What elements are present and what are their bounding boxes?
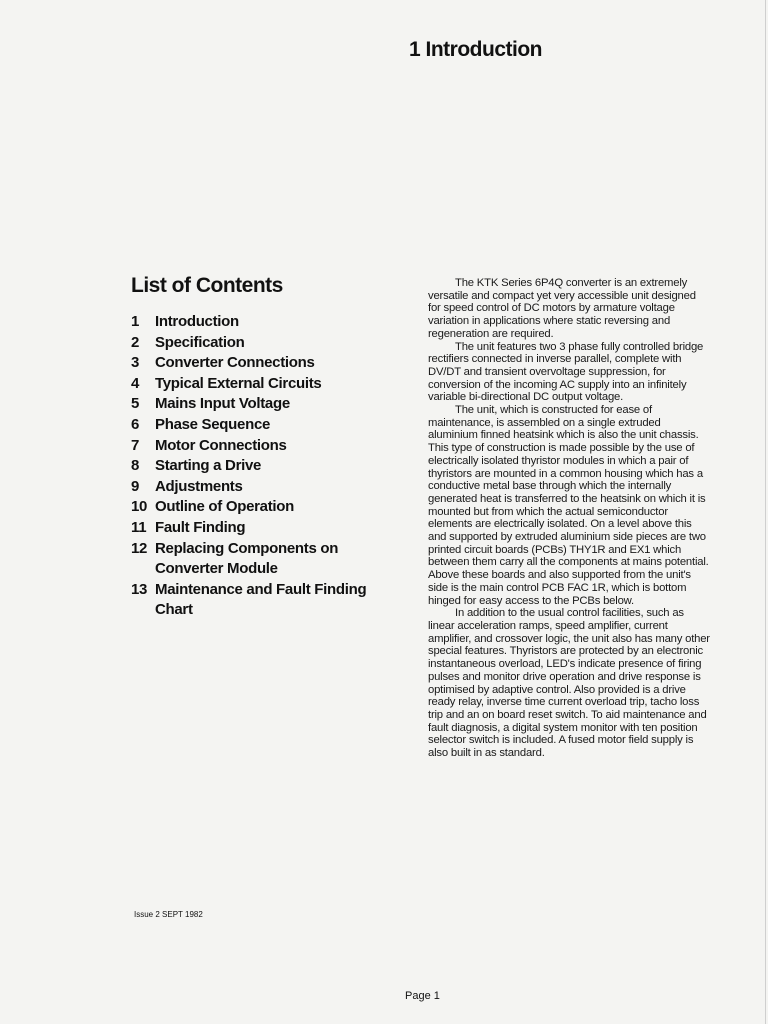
contents-item-replacing-components (131, 539, 401, 580)
contents-item-maintenance-chart (131, 580, 401, 621)
contents-item-converter-connections (131, 353, 401, 374)
contents-list (131, 312, 401, 621)
contents-item-title: Maintenance and Fault Finding Chart (155, 580, 367, 619)
contents-item-title: Adjustments (155, 477, 243, 495)
contents-item-number: 1 (131, 313, 140, 330)
contents-item-title: Fault Finding (155, 518, 246, 536)
contents-item-specification (131, 333, 401, 354)
contents-item-title: Starting a Drive (155, 457, 262, 475)
contents-item-title: Motor Connections (155, 436, 287, 454)
contents-item-motor-connections (131, 436, 401, 457)
contents-item-title: Typical External Circuits (155, 374, 322, 392)
contents-item-number: 4 (131, 374, 140, 392)
contents-item-fault-finding (131, 518, 401, 539)
contents-item-number: 6 (131, 415, 140, 433)
contents-heading: List of Contents (131, 274, 283, 297)
contents-item-phase-sequence (131, 415, 401, 436)
page-number: Page 1 (405, 990, 440, 1002)
contents-item-number: 10 (131, 498, 148, 516)
contents-item-title: Replacing Components on Converter Module (155, 539, 339, 578)
contents-item-number: 8 (131, 457, 140, 475)
contents-item-number: 9 (131, 477, 140, 495)
contents-item-title: Specification (155, 333, 245, 351)
contents-item-title: Converter Connections (155, 354, 315, 372)
contents-item-number: 13 (131, 580, 148, 598)
contents-item-title: Outline of Operation (155, 498, 294, 516)
contents-item-number: 3 (131, 354, 140, 372)
contents-item-title: Mains Input Voltage (155, 395, 290, 413)
body-paragraph: The unit, which is constructed for ease of maintenance, is assembled on a single extruded aluminium finned heatsink which is also the unit chassis. This type of construction is made possible by the use of electrically isolated thyristor modules in which a pair of thyristors are mounted in a common housing which has a conductive metal base through which the internally generated heat is transferred to the heatsink on which it is mounted but from which the actual semiconductor elements are electrically isolated. On a level above this and supported by extruded aluminium side pieces are two printed circuit boards (PCBs) THY1R and EX1 which between them carry all the components at mains potential. Above these boards and also supported from the unit's side is the main control PCB FAC 1R, which is bottom hinged for easy access to the PCBs below. (428, 404, 709, 607)
contents-item-title: Introduction (155, 313, 239, 330)
introduction-body (428, 277, 711, 760)
contents-item-title: Phase Sequence (155, 415, 271, 433)
contents-item-number: 7 (131, 436, 140, 454)
section-title: 1 Introduction (409, 38, 542, 61)
contents-item-typical-external-circuits (131, 374, 401, 395)
contents-item-number: 5 (131, 395, 140, 413)
body-paragraph: The unit features two 3 phase fully controlled bridge rectifiers connected in inverse parallel, complete with DV/DT and transient overvoltage suppression, for conversion of the incoming AC supply into an infinitely variable bi-directional DC output voltage. (428, 340, 704, 404)
contents-item-introduction (131, 312, 401, 333)
contents-item-adjustments (131, 477, 401, 498)
contents-item-number: 12 (131, 539, 148, 557)
contents-item-number: 2 (131, 333, 140, 351)
contents-item-number: 11 (131, 518, 147, 536)
page-edge-line (765, 0, 766, 1024)
contents-item-mains-input-voltage (131, 394, 401, 415)
contents-item-outline-of-operation (131, 497, 401, 518)
issue-note: Issue 2 SEPT 1982 (134, 910, 203, 919)
contents-item-starting-a-drive (131, 456, 401, 477)
body-paragraph: The KTK Series 6P4Q converter is an extremely versatile and compact yet very accessible unit designed for speed control of DC motors by armature voltage variation in applications where static reversing and regeneration are required. (428, 277, 696, 340)
body-paragraph: In addition to the usual control facilities, such as linear acceleration ramps, speed amplifier, current amplifier, and crossover logic, the unit also has many other special features. Thyristors are protected by an electronic instantaneous overload, LED's indicate presence of firing pulses and monitor drive operation and drive response is optimised by adaptive control. Also provided is a drive ready relay, inverse time current overload trip, tacho loss trip and an on board reset switch. To aid maintenance and fault diagnosis, a digital system monitor with ten position selector switch is included. A fused motor field supply is also built in as standard. (428, 607, 710, 760)
